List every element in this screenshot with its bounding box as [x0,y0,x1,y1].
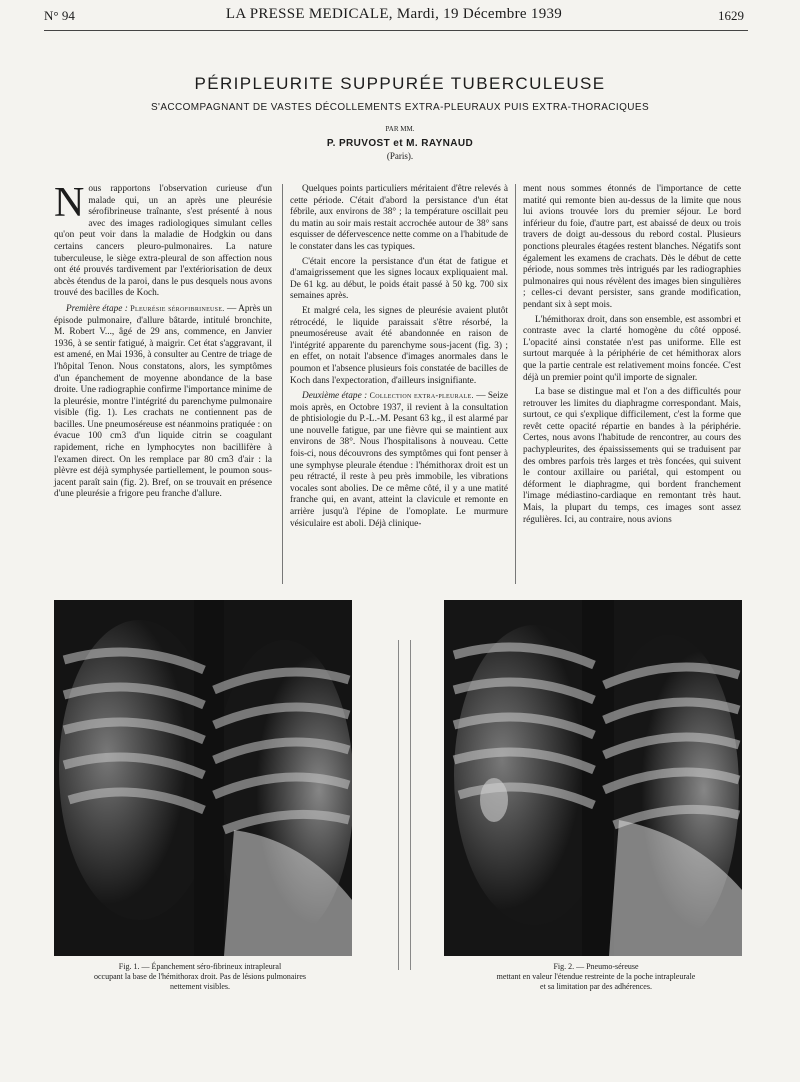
column-divider-2 [515,184,516,584]
fig1-caption-line-3: nettement visibles. [170,982,230,991]
col3-paragraph-1: ment nous sommes étonnés de l'importance de cette matité qui remonte bien au-dessus de la limite que nous lui avions trouvée lors du premier séjour. Le bord inférieur du foie, d'autre part, est abaissé de deux ou trois travers de doigt au-dessous du rebord costal. Plusieurs ponctions pleurales étagées restent blanches. Négatifs sont également les examens de crachats. Dès le début de cette période, nous sommes très intrigués par les radiographies pulmonaires qui nous révèlent des images bien singulières ; celles-ci devant persister, sans grande modification, pendant six à sept mois. [523,184,741,310]
issue-number: N° 94 [44,8,75,23]
fig1-caption-line-1: Fig. 1. — Épanchement séro-fibrineux intrapleural [118,962,282,971]
drop-cap: N [54,180,85,226]
col2-paragraph-3: Et malgré cela, les signes de pleurésie avaient plutôt rétrocédé, le liquide paraissait s'être résorbé, la pneumoséreuse avait été abandonnée en raison de l'intégrité apparente du parenchyme sous-jacent (fig. 3) ; en effet, on notait l'absence d'images anormales dans le poumon et l'absence plusieurs fois constatée de bacilles de Koch dans l'expectoration, d'ailleurs insignifiante. [290,305,508,386]
figure-divider-1 [398,640,399,970]
fig2-caption-line-3: et sa limitation par des adhérences. [540,982,652,991]
xray-figure-1 [54,600,352,956]
stage-two-title: Collection extra-pleurale. [369,391,474,401]
text-column-2 [290,184,508,533]
col2-paragraph-1: Quelques points particuliers méritaient d'être relevés à cette période. C'était d'abord la persistance d'un état fébrile, aux environs de 38° ; la température oscillait peu du matin au soir mais restait accrochée autour de 38° sans esquisser de défervescence nette comme on a l'habitude de le constater dans les cas typiques. [290,184,508,252]
article-title: PÉRIPLEURITE SUPPURÉE TUBERCULEUSE [194,74,606,93]
col3-paragraph-2: L'hémithorax droit, dans son ensemble, est assombri et contraste avec la clarté homogène du côté opposé. L'opacité ainsi constatée n'est pas uniforme. Elle est surtout marquée à la périphérie de cet hémithorax alors que la partie centrale est relativement moins foncée. C'est déjà un premier point qu'il importe de signaler. [523,314,741,383]
article-subtitle: S'ACCOMPAGNANT DE VASTES DÉCOLLEMENTS EXTRA-PLEURAUX PUIS EXTRA-THORACIQUES [150,102,650,113]
stage-two-heading: Deuxième étape : [302,391,368,402]
xray-image-1 [54,600,352,956]
authors: P. PRUVOST et M. RAYNAUD [326,138,474,149]
fig2-caption-line-2: mettant en valeur l'étendue restreinte de la poche intrapleurale [496,972,696,981]
author-city: (Paris). [386,151,414,161]
stage-one-text: — Après un épisode pulmonaire, d'allure bâtarde, intitulé bronchite, M. Robert V..., âgé de 29 ans, commence, en Janvier 1936, à se sentir fatigué, à maigrir. Cet état s'aggravant, il est amené, en Mai 1936, à consulter au Centre de triage de l'hôpital Tenon. Nous constatons, alors, les symptômes d'un épanchement de moyenne abondance de la base droite. Une radiographie confirme l'importance minime de la pleurésie, montre l'intégrité du parenchyme pulmonaire visible (fig. 1). Les crachats ne contiennent pas de bacilles. Une pneumoséreuse est néanmoins pratiquée : on évacue 100 cm3 d'un liquide citrin se coagulant rapidement, riche en lymphocytes non bacillifère à l'examen direct. On les remplace par 80 cm3 d'air : la plèvre est déjà symphysée partiellement, le poumon sous-jacent paraît sain (fig. 2). Bref, on se trouvait en présence d'une pleurésie a frigore peu franche d'allure. [54,303,272,500]
text-column-3 [523,184,741,529]
fig1-caption-line-2: occupant la base de l'hémithorax droit. Pas de lésions pulmonaires [93,972,307,981]
figure-2-caption [436,962,756,992]
stage-two-paragraph [290,390,508,530]
header-rule [44,30,748,31]
page-number: 1629 [718,8,744,23]
col3-paragraph-3: La base se distingue mal et l'on a des difficultés pour retrouver les limites du diaphragme correspondant. Mais, surtout, ce qui s'explique difficilement, c'est la forme que revêt cette opacité répartie en bandes à la périphérie. Certes, nous avons l'habitude de rencontrer, au cours des pachypleurites, des épaississements qui se traduisent par des ombres parfois très larges et très foncées, qui suivent le contour axillaire ou pariétal, qui estompent ou déforment le diaphragme, qui bordent franchement l'image médiastino-cardiaque en remontant très haut. Mais, la plupart du temps, ces images sont assez régulières. Ici, au contraire, nous avions [523,387,741,525]
figure-1-caption [40,962,360,992]
text-column-1 [54,180,272,504]
stage-one-title: Pleurésie sérofibrineuse. [130,303,225,313]
xray-figure-2 [444,600,742,956]
stage-two-text: — Seize mois après, en Octobre 1937, il revient à la consultation de phtisiologie du P.-L.-M. Pesant 63 kg., il est alarmé par une nouvelle fatigue, par une fièvre qui se maintient aux environs de 38°. Nous l'hospitalisons à nouveau. Cette fois-ci, nous découvrons des symptômes qui font penser à une symphyse pleurale étendue : l'hémithorax droit est un peu rétracté, il reste à peu près immobile, les vibrations vocales sont abolies. De ce même côté, il y a une matité franche qui, en avant, atteint la clavicule et remonte en arrière jusqu'à l'épine de l'omoplate. Le murmure vésiculaire est aboli. Déjà clinique- [290,391,509,529]
stage-one-paragraph [54,303,272,501]
intro-paragraph [54,180,272,300]
column-divider-1 [282,184,283,584]
fig2-caption-line-1: Fig. 2. — Pneumo-séreuse [553,962,639,971]
stage-one-heading: Première étape : [66,303,128,314]
xray-image-2 [444,600,742,956]
page-header [44,6,744,26]
masthead: LA PRESSE MEDICALE, Mardi, 19 Décembre 1939 [225,6,563,22]
col2-paragraph-2: C'était encore la persistance d'un état de fatigue et d'amaigrissement que les signes locaux expliquaient mal. De 61 kg. au début, le poids était passé à 50 kg. 700 six semaines après. [290,256,508,302]
byline-prefix: PAR MM. [385,125,415,133]
figure-divider-2 [410,640,411,970]
intro-text: ous rapportons l'observation curieuse d'un malade qui, un an après une pleurésie sérofibrineuse traînante, s'est présenté à nous avec des images radiologiques simulant celles qu'on peut voir dans la maladie de Hodgkin ou dans certains cancers pleuro-pulmonaires. La nature tuberculeuse, le siège extra-pleural de son affection nous ont été prouvés tardivement par l'extériorisation de deux abcès étendus de la paroi, dans le pus desquels nous avons trouvé des bacilles de Koch. [54,184,272,299]
